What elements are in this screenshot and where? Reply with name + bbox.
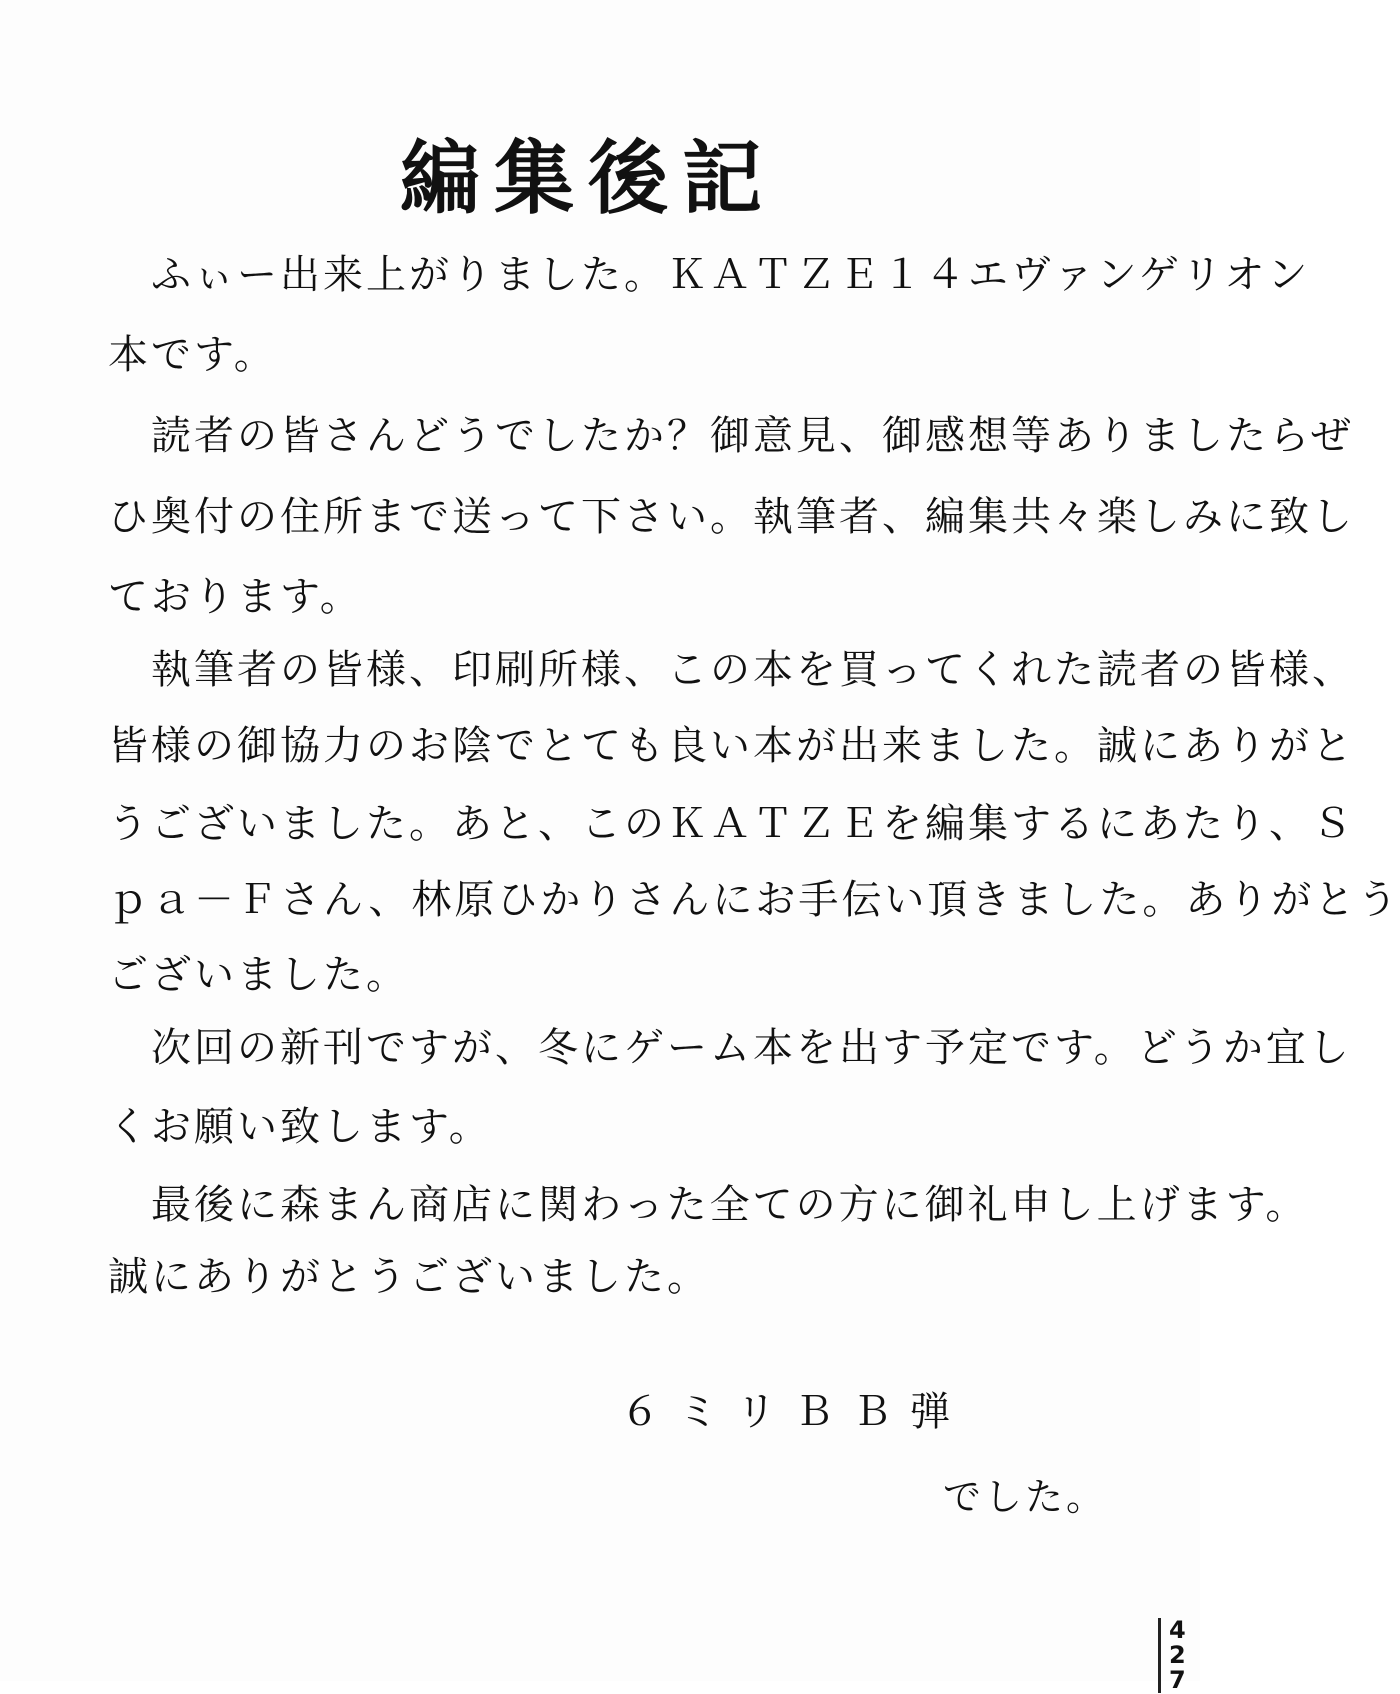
text-line: 本です。 <box>108 332 277 378</box>
text-line: くお願い致します。 <box>108 1104 492 1150</box>
text-line: 皆様の御協力のお陰でとても良い本が出来ました。誠にありがと <box>108 723 1355 769</box>
page-number-digit: 7 <box>1169 1666 1186 1694</box>
page-number-digit: 2 <box>1169 1641 1186 1669</box>
page-number-digit: 4 <box>1169 1616 1186 1644</box>
text-line: 執筆者の皆様、印刷所様、この本を買ってくれた読者の皆様、 <box>108 647 1355 693</box>
text-line: 読者の皆さんどうでしたか？御意見、御感想等ありましたらぜ <box>108 413 1354 459</box>
text-line: 最後に森まん商店に関わった全ての方に御礼申し上げます。 <box>108 1182 1309 1228</box>
text-line: ございました。 <box>108 952 409 998</box>
text-line: 次回の新刊ですが、冬にゲーム本を出す予定です。どうか宜し <box>108 1025 1352 1071</box>
text-line: ふぃー出来上がりました。ＫＡＴＺＥ１４エヴァンゲリオン <box>108 252 1311 298</box>
author-signature: ６ミリＢＢ弾 <box>620 1389 968 1435</box>
closing-text: でした。 <box>943 1475 1108 1519</box>
page-title: 編集後記 <box>400 131 776 225</box>
text-line: ｐａ－Ｆさん、林原ひかりさんにお手伝い頂きました。ありがとう <box>108 877 1400 923</box>
text-line: ひ奥付の住所まで送って下さい。執筆者、編集共々楽しみに致し <box>108 494 1355 540</box>
page-number <box>1158 1618 1205 1693</box>
text-line: うございました。あと、このＫＡＴＺＥを編集するにあたり、Ｓ <box>108 801 1355 847</box>
text-line: ております。 <box>108 574 363 620</box>
text-line: 誠にありがとうございました。 <box>108 1254 710 1300</box>
